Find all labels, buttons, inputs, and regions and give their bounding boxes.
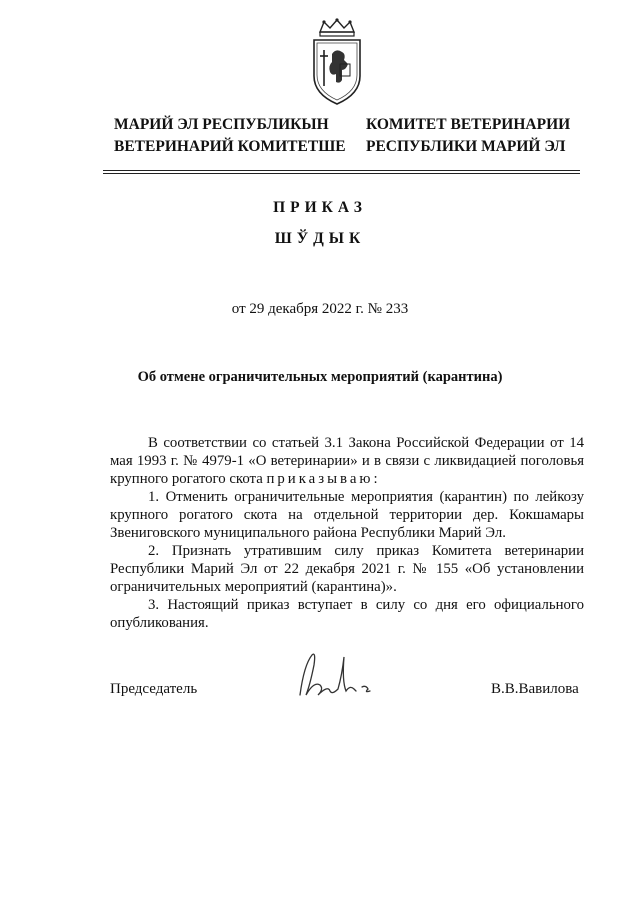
body-item-2: 2. Признать утратившим силу приказ Комитета ветеринарии Республики Марий Эл от 22 декабря 2021 г. № 155 «Об установлении ограничительных мероприятий (карантина)». — [110, 543, 584, 595]
document-title-ru: ПРИКАЗ — [273, 199, 367, 216]
document-subject: Об отмене ограничительных мероприятий (карантина) — [137, 369, 503, 385]
body-item-1: 1. Отменить ограничительные мероприятия (карантин) по лейкозу крупного рогатого скота на отдельной территории дер. Кокшамары Звениговского муниципального района Республики Марий Эл. — [110, 489, 584, 541]
document-date: от 29 декабря 2022 г. № 233 — [231, 301, 409, 317]
body-intro — [110, 434, 584, 488]
header-right — [366, 114, 570, 158]
body-item-3: 3. Настоящий приказ вступает в силу со дня его официального опубликования. — [110, 597, 584, 631]
signatory-position: Председатель — [110, 681, 198, 697]
header-left-line2: ВЕТЕРИНАРИЙ КОМИТЕТШЕ — [114, 138, 346, 155]
document-title-mari: ШЎДЫК — [274, 230, 366, 247]
signatory-name: В.В.Вавилова — [491, 681, 579, 697]
order-word: приказываю: — [266, 471, 381, 487]
header-left — [114, 114, 346, 158]
header-divider — [103, 170, 580, 171]
document-body — [110, 434, 584, 632]
handwritten-signature-icon — [290, 645, 380, 705]
header-divider-second — [103, 173, 580, 174]
coat-of-arms-icon — [302, 18, 372, 108]
header-right-line2: РЕСПУБЛИКИ МАРИЙ ЭЛ — [366, 138, 566, 155]
header-left-line1: МАРИЙ ЭЛ РЕСПУБЛИКЫН — [114, 116, 329, 133]
header-right-line1: КОМИТЕТ ВЕТЕРИНАРИИ — [366, 116, 571, 133]
body-intro-text: В соответствии со статьей 3.1 Закона Российской Федерации от 14 мая 1993 г. № 4979-1 «О ветеринарии» и в связи с ликвидацией поголовья крупного рогатого скота — [110, 435, 584, 487]
